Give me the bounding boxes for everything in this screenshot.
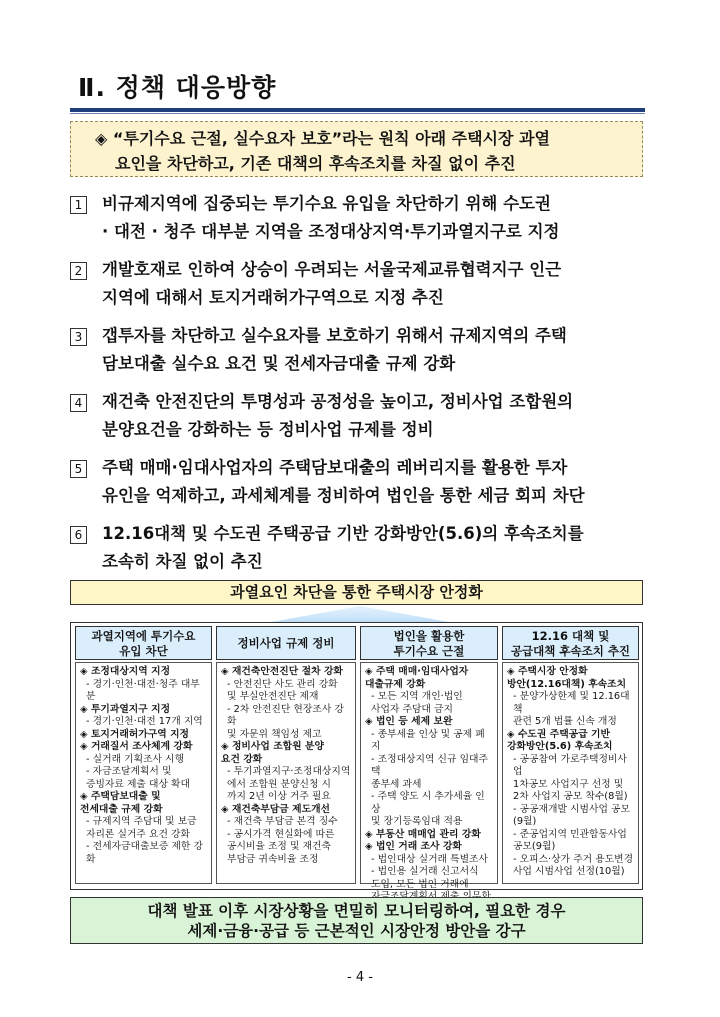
measure-detail: 공모(9월) [513,841,556,852]
item-line-1: 개발호재로 인하여 상승이 우려되는 서울국제교류협력지구 인근 [102,260,562,279]
column-body [360,662,498,890]
column-header-line-2: 투기수요 근절 [393,644,465,658]
measure-detail: - 법인용 실거래 신고서식 [371,866,479,877]
measure-detail: 2차 사업지 공모 착수(8월) [513,791,628,802]
column-header [75,626,212,660]
measure-detail: 및 부실안전진단 제재 [227,691,319,702]
measure-heading: ◈ 재건축부담금 제도개선 [221,803,330,815]
item-number: 2 [70,262,87,280]
measure-column-3 [360,626,498,890]
item-number: 3 [70,328,87,346]
measure-detail: 증빙자료 제출 대상 확대 [86,778,190,790]
measure-detail: - 공공참여 가로주택정비사업 [513,753,627,777]
title-rule-thin [70,113,645,114]
policy-item-list [70,190,650,586]
item-number: 4 [70,394,87,412]
measure-detail: - 규제지역 주담대 및 보금 [86,816,197,827]
measure-detail: 에서 조합원 분양신청 시 [227,778,331,790]
section-title: Ⅱ. 정책 대응방향 [78,73,277,102]
measure-detail: - 2차 안전진단 현장조사 강화 [227,703,344,727]
item-line-2: 지역에 대해서 토지거래허가구역으로 지정 추진 [102,288,444,307]
measure-detail: 부담금 귀속비율 조정 [227,853,319,865]
measure-heading: ◈ 정비사업 조합원 분양 [221,741,324,752]
measure-detail: - 자금조달계획서 및 [86,766,172,777]
measure-heading: ◈ 거래질서 조사체계 강화 [80,741,193,752]
item-line-1: 주택 매매·임대사업자의 주택담보대출의 레버리지를 활용한 투자 [102,458,568,477]
measure-detail: 도입, 모든 법인 거래에 [371,878,469,890]
item-line-1: 재건축 안전진단의 투명성과 공정성을 높이고, 정비사업 조합원의 [102,392,574,411]
item-number: 5 [70,460,87,478]
measure-detail: - 경기·인천·대전 17개 지역 [86,716,203,727]
measure-detail: - 법인대상 실거래 특별조사 [371,853,488,865]
policy-item [70,322,650,378]
measure-heading: ◈ 토지거래허가구역 지정 [80,728,189,740]
column-body [75,662,212,884]
measure-heading: 요건 강화 [221,753,263,765]
measure-heading: ◈ 부동산 매매업 관리 강화 [365,828,481,840]
measure-heading: ◈ 주택담보대출 및 [80,791,161,802]
measure-heading: ◈ 수도권 주택공급 기반 [507,728,610,740]
column-body [502,662,639,884]
policy-item [70,388,650,444]
column-header-line-2: 공급대책 후속조치 추진 [510,644,631,658]
measure-detail: - 준공업지역 민관합동사업 [513,828,627,840]
measure-detail: 자리론 실거주 요건 강화 [86,828,190,840]
measure-detail: - 경기·인천·대전·청주 대부분 [86,678,200,702]
measure-detail: - 전세자금대출보증 제한 강화 [86,841,203,865]
title-rule [70,108,645,112]
measure-heading: 강화방안(5.6) 후속조치 [507,741,613,752]
column-header-line-2: 유입 차단 [119,644,168,658]
measure-detail: 종부세 과세 [371,778,422,790]
measure-column-2 [216,626,356,886]
measure-column-1 [75,626,212,886]
item-line-2: 조속히 차질 없이 추진 [102,552,263,571]
measure-detail: - 종부세율 인상 및 공제 폐지 [371,728,485,752]
column-header-line-1: 과열지역에 투기수요 [91,629,196,643]
measure-detail: 관련 5개 법률 신속 개정 [513,716,617,727]
measure-detail: - 분양가상한제 및 12.16대책 [513,691,630,715]
measure-detail: 및 장기등록임대 적용 [371,816,463,827]
measure-detail: - 재건축 부담금 본격 징수 [227,816,338,827]
principle-callout [70,121,643,177]
policy-item [70,190,650,246]
measure-detail: - 주택 양도 시 추가세율 인상 [371,791,485,815]
column-body [216,662,356,884]
item-line-2: 담보대출 실수요 요건 및 전세자금대출 규제 강화 [102,354,456,373]
measure-detail: - 공공재개발 시범사업 공모(9월) [513,803,630,827]
item-line-1: 갭투자를 차단하고 실수요자를 보호하기 위해서 규제지역의 주택 [102,326,567,345]
policy-item [70,454,650,510]
item-number: 1 [70,196,87,214]
measure-heading: ◈ 주택시장 안정화 [507,666,588,677]
column-header [216,626,356,660]
measure-detail: - 모든 지역 개인·법인 [371,691,463,702]
measure-detail: 공시비율 조정 및 재건축 [227,841,331,852]
item-line-2: · 대전 · 청주 대부분 지역을 조정대상지역·투기과열지구로 지정 [102,222,560,241]
measure-heading: ◈ 주택 매매·임대사업자 [365,666,469,677]
measure-heading: ◈ 법인 거래 조사 강화 [365,841,462,852]
column-header-line-1: 법인을 활용한 [393,629,465,643]
measure-heading: ◈ 재건축안전진단 절차 강화 [221,666,343,677]
goal-banner: 과열요인 차단을 통한 주택시장 안정화 [70,580,643,605]
measure-detail: - 조정대상지역 신규 임대주택 [371,753,488,777]
measure-detail: 사업 시범사업 선정(10월) [513,866,625,877]
measure-detail: 및 자문위 책임성 제고 [227,728,322,740]
measure-heading: ◈ 법인 등 세제 보완 [365,716,453,727]
column-header [502,626,639,660]
item-line-2: 분양요건을 강화하는 등 정비사업 규제를 정비 [102,420,434,439]
measure-heading: 방안(12.16대책) 후속조치 [507,678,627,690]
conclusion-line-2: 세제·금융·공급 등 근본적인 시장안정 방안을 강구 [187,922,526,940]
item-line-2: 유인을 억제하고, 과세체계를 정비하여 법인을 통한 세금 회피 차단 [102,486,585,505]
conclusion-box [70,897,643,944]
measure-detail: - 공시가격 현실화에 따른 [227,828,335,840]
measure-detail: 까지 2년 이상 거주 필요 [227,791,331,802]
column-header-line-1: 정비사업 규제 정비 [237,636,335,650]
measure-column-4 [502,626,639,886]
item-line-1: 12.16대책 및 수도권 주택공급 기반 강화방안(5.6)의 후속조치를 [102,524,584,543]
item-number: 6 [70,526,87,544]
measure-heading: 전세대출 규제 강화 [80,803,163,815]
column-header [360,626,498,660]
measure-detail: 사업자 주담대 금지 [371,703,453,715]
item-line-1: 비규제지역에 집중되는 투기수요 유입을 차단하기 위해 수도권 [102,194,551,213]
measure-detail: - 안전진단 사도 관리 강화 [227,678,338,690]
callout-line-1: ◈ “투기수요 근절, 실수요자 보호”라는 원칙 아래 주택시장 과열 [95,129,550,148]
column-header-line-1: 12.16 대책 및 [531,629,610,643]
measure-detail: 1차공모 사업지구 선정 및 [513,778,624,790]
page-number: - 4 - [347,970,373,985]
policy-item [70,256,650,312]
conclusion-line-1: 대책 발표 이후 시장상황을 면밀히 모니터링하여, 필요한 경우 [147,902,566,920]
measure-detail: - 실거래 기획조사 시행 [86,753,185,765]
measure-detail: - 투기과열지구·조정대상지역 [227,766,351,777]
callout-line-2: 요인을 차단하고, 기존 대책의 후속조치를 차질 없이 추진 [115,154,516,173]
policy-item [70,520,650,576]
measure-heading: ◈ 투기과열지구 지정 [80,703,171,715]
measure-heading: 대출규제 강화 [365,678,426,690]
measure-heading: ◈ 조정대상지역 지정 [80,666,171,677]
measure-detail: - 오피스·상가 주거 용도변경 [513,853,634,865]
